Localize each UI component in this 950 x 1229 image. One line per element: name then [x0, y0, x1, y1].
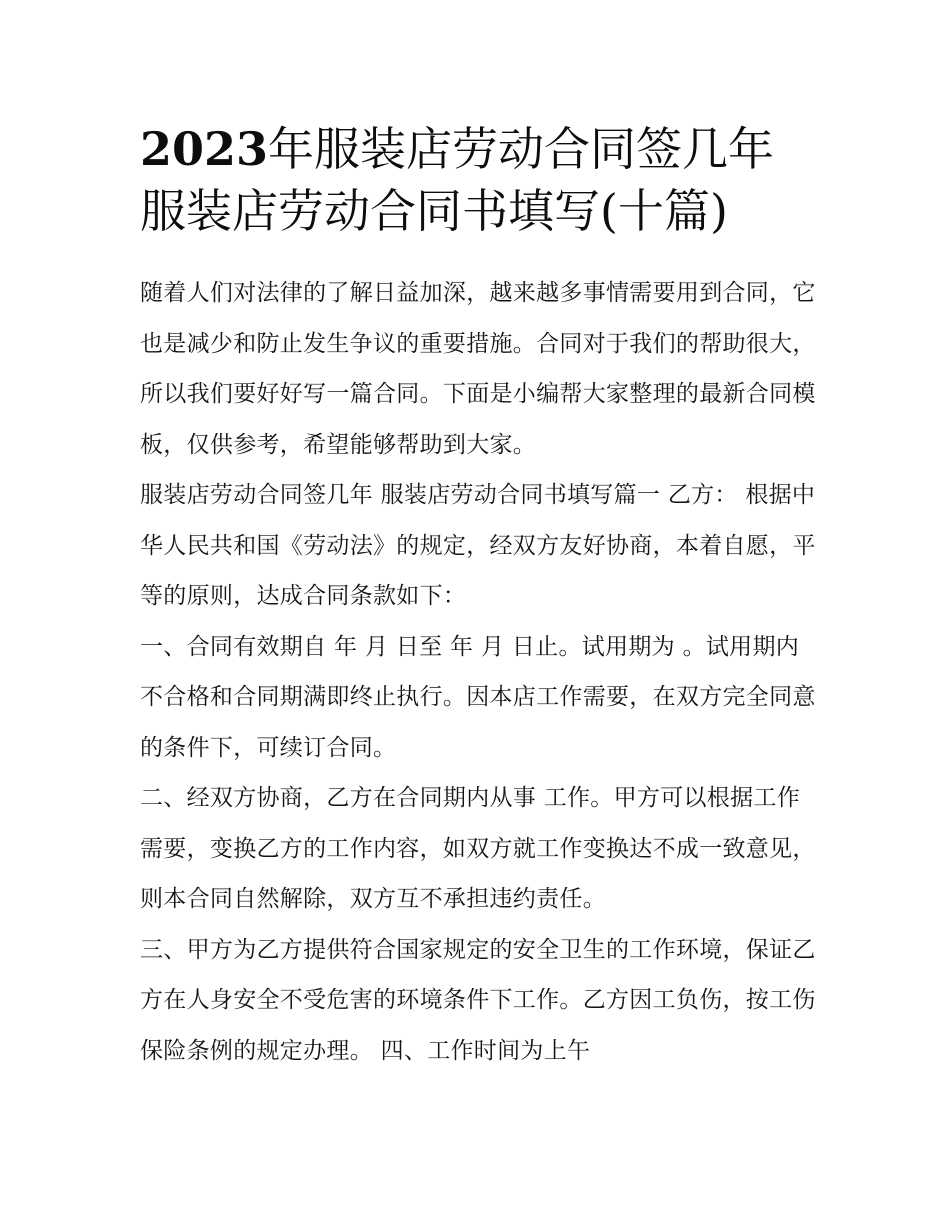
title-text: 年服装店劳动合同签几年服装店劳动合同书填写(十篇): [140, 122, 775, 238]
paragraph-clause-3: 三、甲方为乙方提供符合国家规定的安全卫生的工作环境，保证乙方在人身安全不受危害的环境条件下工作。乙方因工负伤，按工伤保险条例的规定办理。 四、工作时间为上午: [140, 936, 816, 1064]
paragraph-intro: 随着人们对法律的了解日益加深，越来越多事情需要用到合同，它也是减少和防止发生争议的重要措施。合同对于我们的帮助很大，所以我们要好好写一篇合同。下面是小编帮大家整理的最新合同模板，仅供参考，希望能够帮助到大家。: [140, 280, 816, 458]
paragraph-clause-2: 二、经双方协商，乙方在合同期内从事 工作。甲方可以根据工作需要，变换乙方的工作内容，如双方就工作变换达不成一致意见，则本合同自然解除，双方互不承担违约责任。: [140, 785, 816, 912]
paragraph-contract-heading: 服装店劳动合同签几年 服装店劳动合同书填写篇一 乙方： 根据中华人民共和国《劳动法》的规定，经双方友好协商，本着自愿，平等的原则，达成合同条款如下：: [140, 482, 816, 609]
paragraph-clause-1: 一、合同有效期自 年 月 日至 年 月 日止。试用期为 。试用期内不合格和合同期满即终止执行。因本店工作需要，在双方完全同意的条件下，可续订合同。: [140, 633, 816, 761]
document-title: [140, 118, 820, 242]
title-year: 2023: [140, 122, 269, 176]
document-body: [140, 268, 820, 1076]
document-page: [140, 118, 820, 1076]
